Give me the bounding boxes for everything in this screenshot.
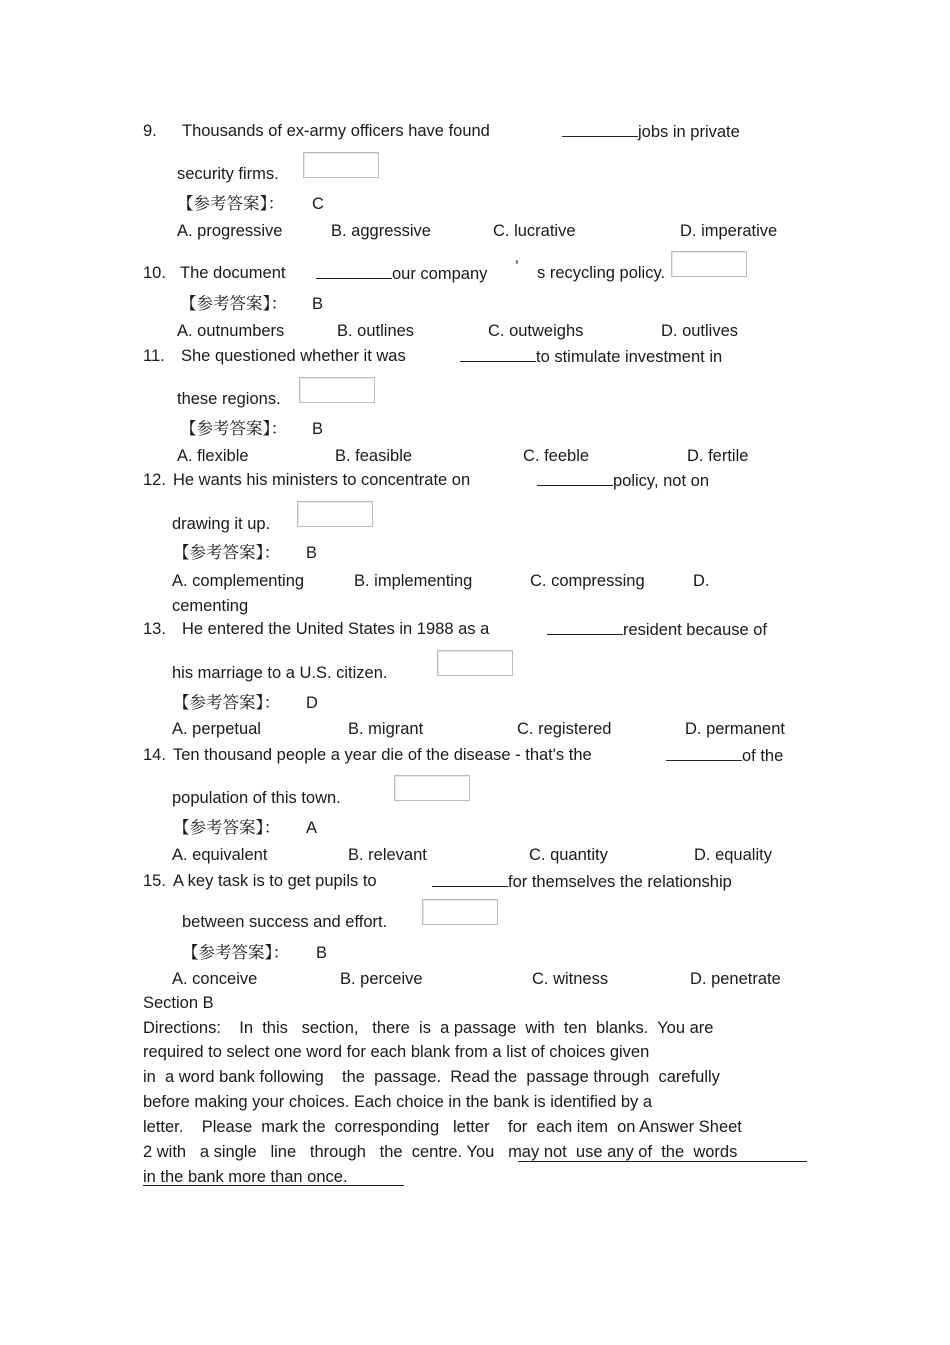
q10-option-b: B. outlines (337, 322, 415, 340)
q13-answer-label: 【参考答案】： (173, 694, 281, 712)
directions-line-3: in a word bank following the passage. Read the passage through carefully (143, 1068, 720, 1086)
q13-answer-box[interactable] (437, 650, 513, 676)
q12-blank-line: policy, not on (537, 470, 709, 491)
q12-answer-box[interactable] (297, 501, 373, 527)
q10-blank-line: our company (316, 263, 487, 284)
q14-number: 14. (143, 746, 166, 764)
q13-stem: He entered the United States in 1988 as a (182, 620, 490, 638)
q10-stem: The document (180, 264, 286, 282)
q14-stem-cont: population of this town. (172, 789, 341, 807)
directions-line-1: Directions: In this section, there is a passage with ten blanks. You are (143, 1019, 714, 1037)
q13-option-a: A. perpetual (172, 720, 261, 738)
directions-line-2: required to select one word for each blank from a list of choices given (143, 1043, 650, 1061)
q11-option-d: D. fertile (687, 447, 749, 465)
q15-option-a: A. conceive (172, 970, 258, 988)
q9-answer: C (312, 195, 324, 213)
q13-answer: D (306, 694, 318, 712)
q14-option-b: B. relevant (348, 846, 427, 864)
q13-option-d: D. permanent (685, 720, 785, 738)
q15-blank-line: for themselves the relationship (432, 871, 732, 892)
q12-option-b: B. implementing (354, 572, 473, 590)
q11-stem-cont: these regions. (177, 390, 281, 408)
q12-stem: He wants his ministers to concentrate on (173, 471, 471, 489)
q12-stem-cont: drawing it up. (172, 515, 271, 533)
q9-number: 9. (143, 122, 157, 140)
q9-option-c: C. lucrative (493, 222, 576, 240)
q12-option-d: D. (693, 572, 710, 590)
section-title: Section B (143, 994, 214, 1012)
q15-stem: A key task is to get pupils to (173, 872, 377, 890)
q11-option-c: C. feeble (523, 447, 590, 465)
q9-option-a: A. progressive (177, 222, 283, 240)
q14-option-d: D. equality (694, 846, 772, 864)
q9-blank-line: jobs in private (562, 121, 740, 142)
q13-blank-line: resident because of (547, 619, 767, 640)
q11-stem: She questioned whether it was (181, 347, 406, 365)
q12-number: 12. (143, 471, 166, 489)
q13-stem-cont: his marriage to a U.S. citizen. (172, 664, 388, 682)
q15-option-b: B. perceive (340, 970, 423, 988)
q12-option-a: A. complementing (172, 572, 305, 590)
q10-number: 10. (143, 264, 166, 282)
q15-answer-label: 【参考答案】： (182, 944, 290, 962)
q15-stem-cont: between success and effort. (182, 913, 388, 931)
q15-answer: B (316, 944, 328, 962)
q9-answer-box[interactable] (303, 152, 379, 178)
q11-number: 11. (143, 347, 165, 365)
q14-option-a: A. equivalent (172, 846, 268, 864)
q9-answer-label: 【参考答案】： (177, 195, 285, 213)
q14-option-c: C. quantity (529, 846, 608, 864)
q9-option-d: D. imperative (680, 222, 778, 240)
q15-option-c: C. witness (532, 970, 609, 988)
q9-stem-cont: security firms. (177, 165, 279, 183)
q10-option-c: C. outweighs (488, 322, 584, 340)
q12-option-d-cont: cementing (172, 597, 249, 615)
q10-option-d: D. outlives (661, 322, 739, 340)
q11-answer-label: 【参考答案】： (180, 420, 288, 438)
q11-option-b: B. feasible (335, 447, 413, 465)
q13-number: 13. (143, 620, 166, 638)
q13-option-c: C. registered (517, 720, 612, 738)
q15-number: 15. (143, 872, 166, 890)
q10-answer: B (312, 295, 324, 313)
q10-answer-box[interactable] (671, 251, 747, 277)
q10-answer-label: 【参考答案】： (180, 295, 288, 313)
directions-underline-2 (143, 1185, 404, 1186)
q11-answer-box[interactable] (299, 377, 375, 403)
q10-stem-end: s recycling policy. (537, 264, 666, 282)
q14-answer-box[interactable] (394, 775, 470, 801)
q14-answer-label: 【参考答案】： (173, 819, 281, 837)
directions-line-6: 2 with a single line through the centre. You may not use any of the words (143, 1143, 738, 1161)
q13-option-b: B. migrant (348, 720, 424, 738)
q14-answer: A (306, 819, 318, 837)
q14-stem: Ten thousand people a year die of the disease - that's the (173, 746, 592, 764)
q9-stem: Thousands of ex-army officers have found (182, 122, 490, 140)
directions-line-7: in the bank more than once. (143, 1168, 348, 1186)
q9-option-b: B. aggressive (331, 222, 431, 240)
q10-option-a: A. outnumbers (177, 322, 285, 340)
q11-option-a: A. flexible (177, 447, 249, 465)
q14-blank-line: of the (666, 745, 783, 766)
directions-line-5: letter. Please mark the corresponding letter for each item on Answer Sheet (143, 1118, 742, 1136)
directions-underline-1 (518, 1161, 807, 1162)
q11-answer: B (312, 420, 324, 438)
q15-option-d: D. penetrate (690, 970, 781, 988)
q11-blank-line: to stimulate investment in (460, 346, 722, 367)
directions-line-4: before making your choices. Each choice in the bank is identified by a (143, 1093, 653, 1111)
q10-apostrophe: ’ (515, 258, 519, 276)
q15-answer-box[interactable] (422, 899, 498, 925)
q12-answer: B (306, 544, 318, 562)
q12-answer-label: 【参考答案】： (173, 544, 281, 562)
q12-option-c: C. compressing (530, 572, 645, 590)
